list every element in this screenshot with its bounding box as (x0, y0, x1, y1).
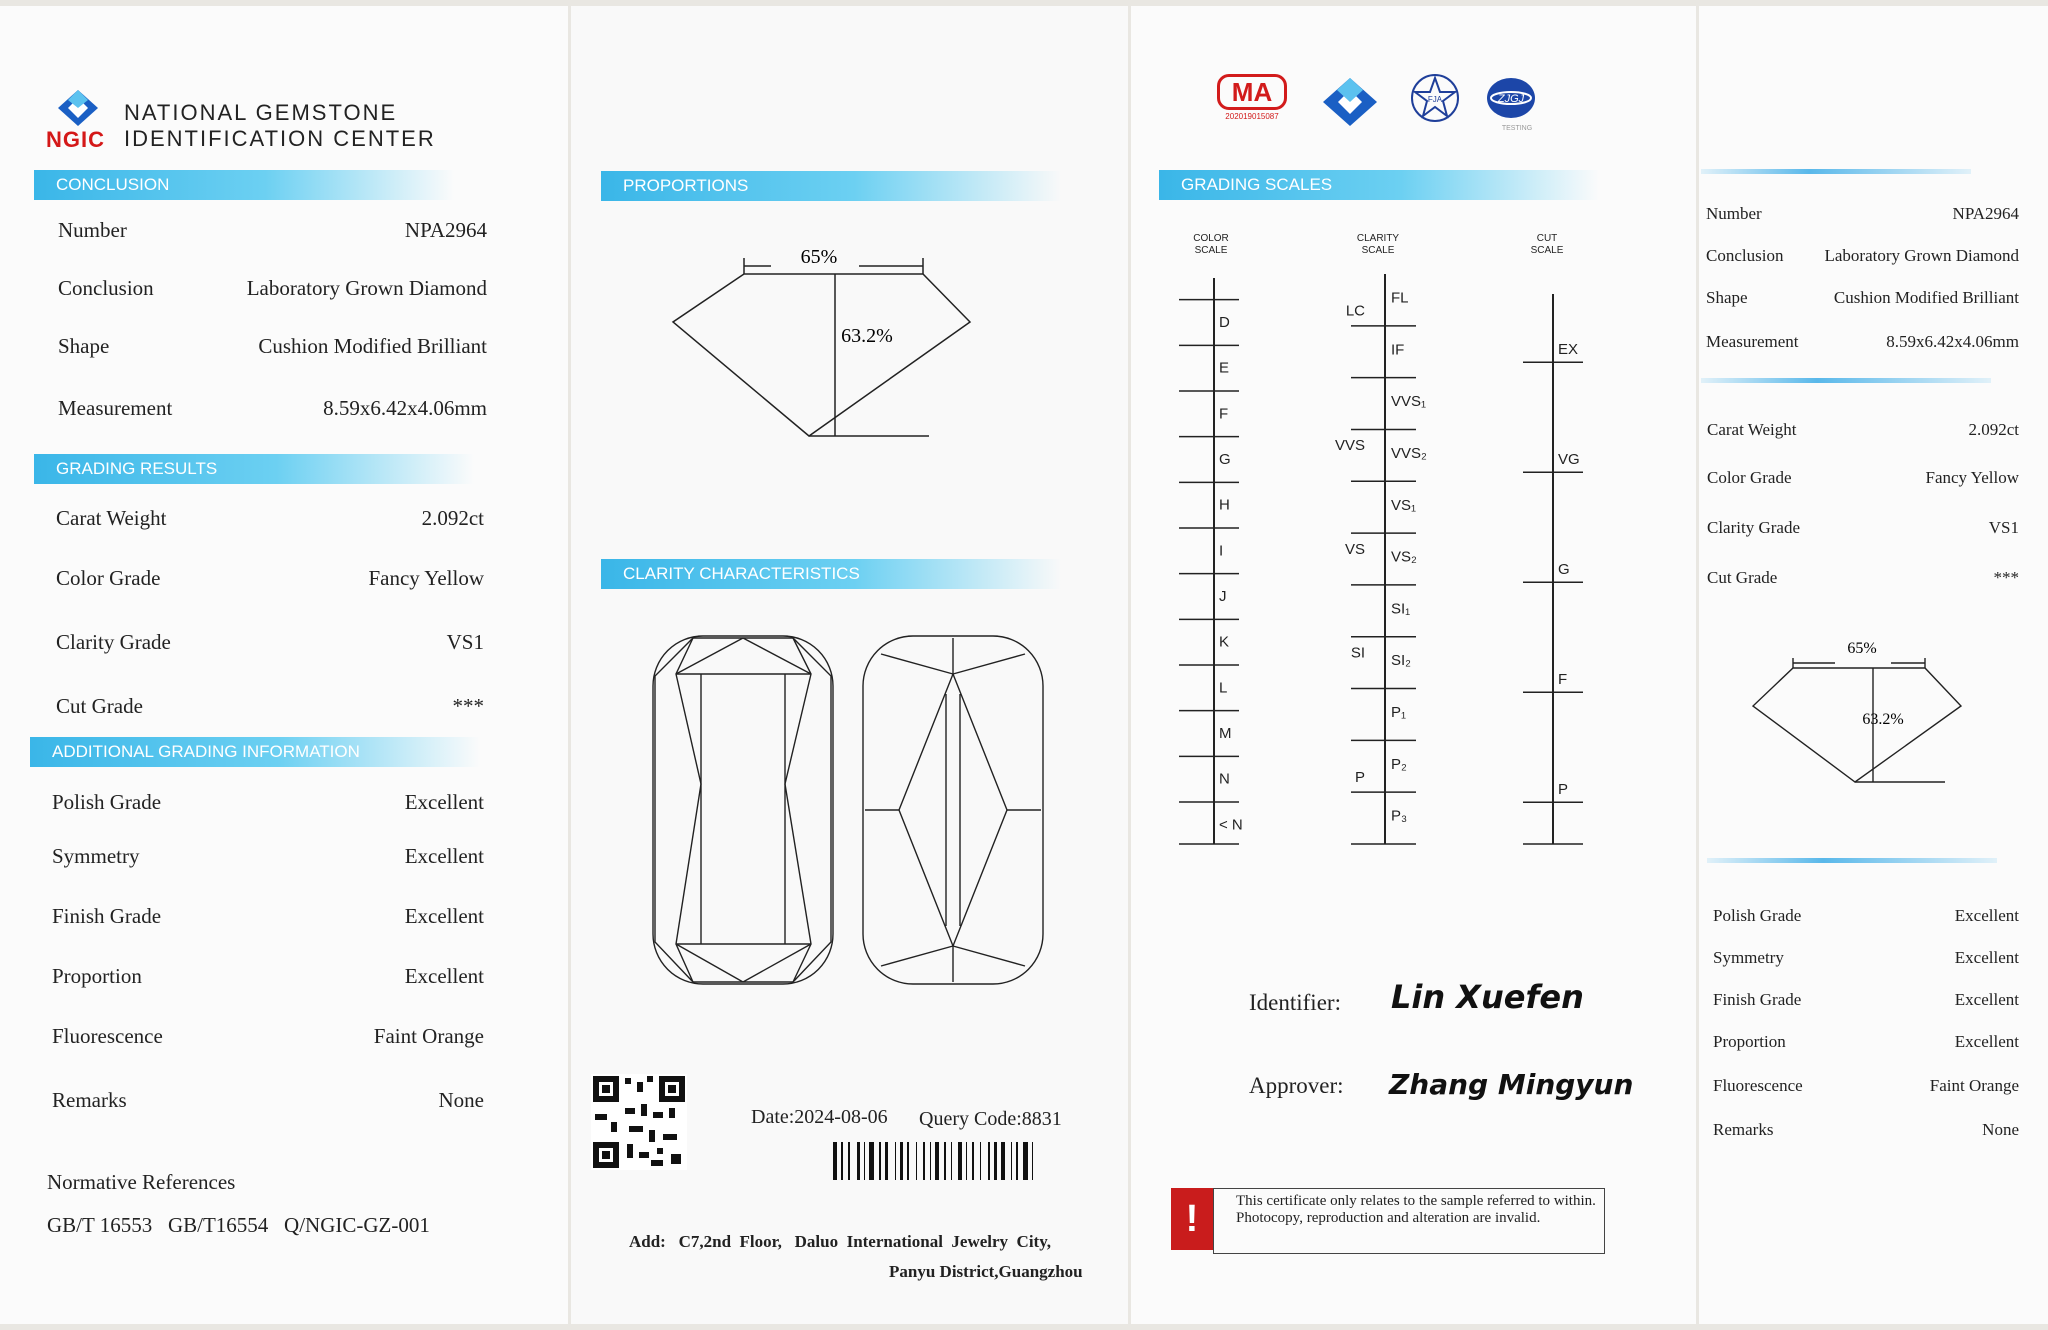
color-grade-label: D (1219, 314, 1230, 332)
barcode-bar (1001, 1142, 1005, 1180)
field-value: Faint Orange (373, 1024, 484, 1048)
field-label: Cut Grade (56, 694, 143, 718)
field-label: Shape (1706, 288, 1748, 307)
cma-number: 202019015087 (1225, 112, 1279, 121)
disclaimer-text: This certificate only relates to the sample referred to within. Photocopy, reproduction and alteration are invalid. (1213, 1188, 1605, 1254)
clarity-grade-label: FL (1391, 289, 1409, 307)
summary-depth-percent: 63.2% (1862, 711, 1904, 728)
field-value: Excellent (404, 904, 484, 928)
certificate-panel-3 (1131, 6, 1696, 1324)
barcode-bar (935, 1142, 939, 1180)
field-label: Conclusion (1706, 246, 1784, 265)
address-line2: Panyu District,Guangzhou (889, 1262, 1083, 1281)
barcode-bar (916, 1142, 917, 1180)
barcode-bar (857, 1142, 860, 1180)
section-clarity-characteristics: CLARITY CHARACTERISTICS (601, 559, 1061, 589)
cut-grade-label: EX (1558, 341, 1579, 359)
field-value: 2.092ct (421, 506, 484, 530)
clarity-grade-label: VS₁ (1391, 496, 1417, 514)
field-label: Polish Grade (1713, 906, 1802, 925)
certificate-panel-1 (0, 6, 568, 1324)
clarity-group-label: SI (1350, 644, 1365, 662)
section-additional: ADDITIONAL GRADING INFORMATION (30, 737, 480, 767)
field-label: Measurement (58, 396, 173, 420)
clarity-grade-label: IF (1391, 341, 1405, 359)
clarity-plot-diagram (651, 634, 1051, 990)
field-value: 8.59x6.42x4.06mm (323, 396, 487, 420)
section-grading-results: GRADING RESULTS (34, 454, 474, 484)
field-label: Symmetry (1713, 948, 1784, 967)
summary-table-percent: 65% (1847, 640, 1877, 657)
identifier-signature: Lin Xuefen (1391, 978, 1584, 1016)
clarity-grade-label: P₁ (1391, 704, 1407, 722)
field-label: Remarks (1713, 1120, 1774, 1139)
field-label: Number (1706, 204, 1762, 223)
barcode-bar (900, 1142, 903, 1180)
cma-logo: MA (1217, 74, 1287, 110)
field-label: Polish Grade (52, 790, 162, 814)
barcode-bar (1032, 1142, 1033, 1180)
field-value: VS1 (446, 630, 484, 654)
zjgj-badge-icon (1485, 76, 1551, 132)
field-value: Excellent (1954, 1032, 2019, 1051)
barcode-bar (833, 1142, 837, 1180)
grading-scales-chart (1131, 226, 1611, 866)
field-label: Finish Grade (1713, 990, 1802, 1009)
field-value: None (1982, 1120, 2019, 1139)
clarity-grade-label: SI₁ (1391, 600, 1411, 618)
barcode-bar (930, 1142, 931, 1180)
field-label: Clarity Grade (56, 630, 171, 654)
field-value: Fancy Yellow (368, 566, 484, 590)
section-conclusion: CONCLUSION (34, 170, 454, 200)
clarity-group-label: P (1354, 768, 1365, 786)
field-value: Cushion Modified Brilliant (258, 334, 487, 358)
field-value: Excellent (1954, 906, 2019, 925)
barcode-bar (972, 1142, 975, 1180)
cut-grade-label: VG (1558, 451, 1580, 469)
cma-badge (1217, 74, 1287, 124)
testing-text: TESTING (1501, 125, 1533, 132)
field-value: Laboratory Grown Diamond (1824, 246, 2019, 265)
normative-title: Normative References (47, 1170, 236, 1194)
clarity-group-label: LC (1345, 302, 1365, 320)
field-value: None (438, 1088, 484, 1112)
barcode-bar (869, 1142, 873, 1180)
field-label: Clarity Grade (1707, 518, 1800, 537)
certificate-panel-2 (571, 6, 1128, 1324)
org-name-line2: IDENTIFICATION CENTER (124, 126, 436, 151)
clarity-grade-label: P₂ (1391, 755, 1407, 773)
color-grade-label: K (1219, 633, 1230, 651)
table-percent: 65% (800, 246, 838, 268)
barcode-bar (848, 1142, 849, 1180)
identifier-label: Identifier: (1249, 990, 1341, 1015)
field-value: Fancy Yellow (1925, 468, 2019, 487)
certificate-panel-4 (1699, 6, 2048, 1324)
barcode-bar (1011, 1142, 1012, 1180)
normative-refs: GB/T 16553 GB/T16554 Q/NGIC-GZ-001 (47, 1213, 430, 1237)
field-label: Shape (58, 334, 110, 358)
color-grade-label: F (1219, 405, 1229, 423)
color-grade-label: H (1219, 496, 1230, 514)
section-grading-scales: GRADING SCALES (1159, 170, 1599, 200)
field-label: Proportion (1713, 1032, 1786, 1051)
field-label: Symmetry (52, 844, 140, 868)
barcode-bar (988, 1142, 989, 1180)
ngic-badge-icon (1321, 76, 1379, 128)
proportion-diagram (669, 238, 989, 448)
divider (1701, 378, 1991, 383)
summary-proportion-diagram (1745, 636, 1985, 796)
field-label: Proportion (52, 964, 142, 988)
scale-title: CLARITY (1356, 233, 1400, 244)
color-grade-label: M (1219, 725, 1232, 743)
color-grade-label: I (1219, 542, 1224, 560)
barcode-bar (879, 1142, 880, 1180)
field-value: Cushion Modified Brilliant (1833, 288, 2019, 307)
field-label: Cut Grade (1707, 568, 1778, 587)
field-value: *** (1993, 568, 2019, 587)
cut-grade-label: F (1558, 671, 1568, 689)
org-name-line1: NATIONAL GEMSTONE (124, 100, 398, 125)
field-value: VS1 (1988, 518, 2019, 537)
divider (1701, 169, 1971, 174)
color-grade-label: G (1219, 451, 1231, 469)
scale-title: COLOR (1193, 233, 1229, 244)
query-code: Query Code:8831 (919, 1108, 1062, 1130)
barcode-bar (895, 1142, 896, 1180)
field-label: Carat Weight (1707, 420, 1797, 439)
field-label: Fluorescence (52, 1024, 163, 1048)
barcode-bar (907, 1142, 908, 1180)
color-grade-label: L (1219, 679, 1228, 697)
barcode-bar (1023, 1142, 1027, 1180)
field-label: Carat Weight (56, 506, 167, 530)
field-value: *** (452, 694, 484, 718)
field-value: 8.59x6.42x4.06mm (1886, 332, 2019, 351)
clarity-group-label: VVS (1334, 437, 1365, 455)
barcode-bar (944, 1142, 947, 1180)
field-value: 2.092ct (1968, 420, 2019, 439)
scale-title: SCALE (1194, 245, 1228, 256)
field-label: Fluorescence (1713, 1076, 1803, 1095)
barcode-bar (994, 1142, 997, 1180)
barcode (833, 1142, 1073, 1180)
address-line1: Add: C7,2nd Floor, Daluo International Jewelry City, (629, 1232, 1052, 1251)
field-value: Excellent (1954, 948, 2019, 967)
field-label: Measurement (1706, 332, 1799, 351)
fja-text: FJA (1427, 95, 1443, 104)
barcode-bar (951, 1142, 952, 1180)
field-value: NPA2964 (1952, 204, 2019, 223)
depth-percent: 63.2% (841, 325, 893, 347)
zjgj-text: ZJGJ (1497, 93, 1525, 105)
field-value: Excellent (1954, 990, 2019, 1009)
color-grade-label: < N (1219, 816, 1243, 834)
field-label: Number (58, 218, 127, 242)
org-abbr: NGIC (46, 127, 105, 152)
barcode-bar (923, 1142, 926, 1180)
clarity-grade-label: VS₂ (1391, 548, 1417, 566)
scale-title: SCALE (1530, 245, 1564, 256)
qr-code-icon (591, 1074, 687, 1170)
field-value: NPA2964 (404, 218, 487, 242)
clarity-grade-label: P₃ (1391, 807, 1408, 825)
field-value: Excellent (404, 790, 484, 814)
clarity-grade-label: SI₂ (1391, 652, 1411, 670)
warning-icon: ! (1171, 1188, 1213, 1250)
field-label: Remarks (52, 1088, 127, 1112)
barcode-bar (1016, 1142, 1017, 1180)
ngic-logo-icon (54, 88, 102, 130)
field-label: Finish Grade (52, 904, 162, 928)
field-label: Color Grade (56, 566, 161, 590)
field-value: Excellent (404, 964, 484, 988)
fja-badge-icon (1409, 72, 1461, 124)
clarity-grade-label: VVS₁ (1391, 393, 1427, 411)
divider (1707, 858, 1997, 863)
cut-grade-label: G (1558, 561, 1570, 579)
field-value: Faint Orange (1929, 1076, 2019, 1095)
barcode-bar (966, 1142, 967, 1180)
cut-grade-label: P (1558, 781, 1569, 799)
barcode-bar (864, 1142, 865, 1180)
clarity-grade-label: VVS₂ (1391, 444, 1427, 462)
issue-date: Date:2024-08-06 (751, 1106, 888, 1128)
field-value: Laboratory Grown Diamond (246, 276, 487, 300)
scale-title: CUT (1536, 233, 1558, 244)
color-grade-label: J (1219, 588, 1227, 606)
approver-signature: Zhang Mingyun (1389, 1068, 1634, 1101)
barcode-bar (980, 1142, 981, 1180)
barcode-bar (958, 1142, 962, 1180)
color-grade-label: N (1219, 770, 1230, 788)
field-value: Excellent (404, 844, 484, 868)
field-label: Color Grade (1707, 468, 1792, 487)
color-grade-label: E (1219, 359, 1230, 377)
barcode-bar (841, 1142, 842, 1180)
approver-label: Approver: (1249, 1073, 1344, 1098)
field-label: Conclusion (58, 276, 154, 300)
clarity-group-label: VS (1344, 540, 1365, 558)
barcode-bar (885, 1142, 888, 1180)
scale-title: SCALE (1361, 245, 1395, 256)
section-proportions: PROPORTIONS (601, 171, 1061, 201)
